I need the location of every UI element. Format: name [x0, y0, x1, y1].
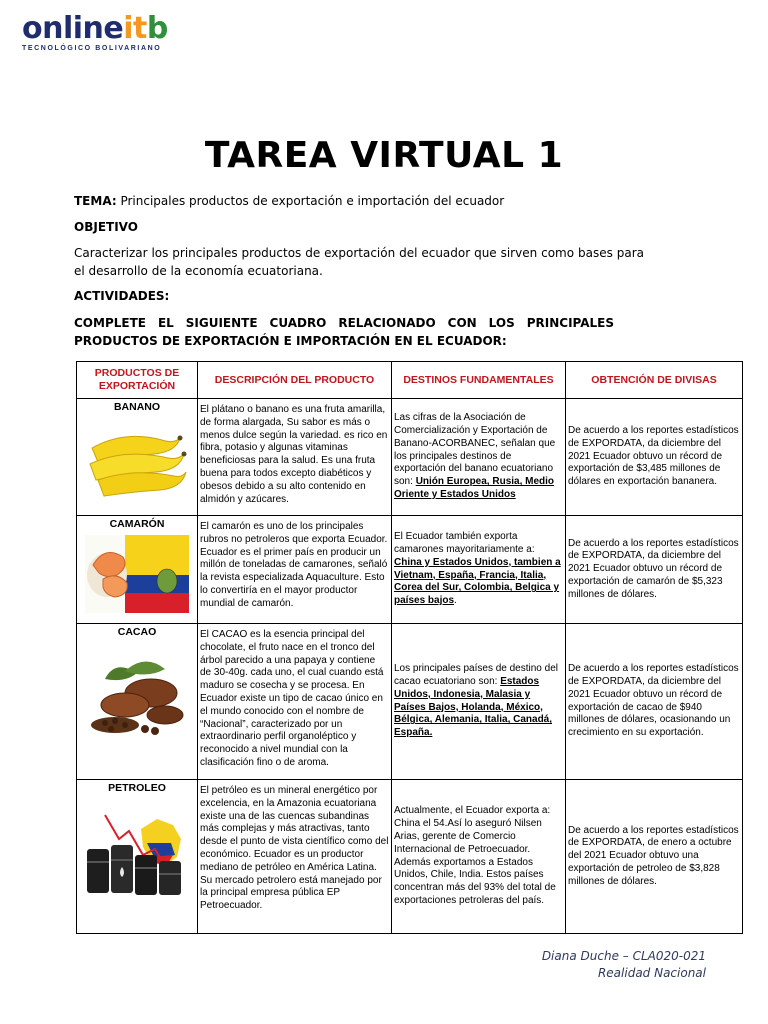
destinations-cell: El Ecuador también exporta camarones mayoritariamente a: China y Estados Unidos, tambien a Vietnam, España, Francia, Italia, Corea del Sur, Colombia, Belgica y países bajos. — [392, 516, 566, 624]
logo-tagline: TECNOLÓGICO BOLIVARIANO — [22, 45, 162, 52]
destinations-highlight: China y Estados Unidos, tambien a Vietnam, España, Francia, Italia, Corea del Sur, Colombia, Belgica y países bajos — [394, 556, 561, 607]
product-cell — [77, 399, 198, 516]
logo-wordmark: onlineitb — [22, 11, 168, 46]
tema-text: Principales productos de exportación e importación del ecuador — [120, 194, 505, 208]
cacao-icon — [85, 649, 189, 745]
actividades-heading: ACTIVIDADES: — [74, 289, 170, 303]
oil-barrels-icon — [85, 809, 189, 905]
destinations-cell: Los principales países de destino del cacao ecuatoriano son: Estados Unidos, Indonesia, Malasia y Países Bajos, Holanda, México, Bélgica, Alemania, Italia, Canadá, España. — [392, 624, 566, 780]
table-row — [77, 780, 743, 934]
table-row — [77, 624, 743, 780]
objetivo-text: Caracterizar los principales productos de exportación del ecuador que sirven como bases para el desarrollo de la economía ecuatoriana. — [74, 246, 644, 278]
table-row — [77, 516, 743, 624]
header-destinos: DESTINOS FUNDAMENTALES — [392, 362, 566, 399]
instruction-text: COMPLETE EL SIGUIENTE CUADRO RELACIONADO CON LOS PRINCIPALES PRODUCTOS DE EXPORTACIÓN E IMPORTACIÓN EN EL ECUADOR: — [74, 316, 614, 348]
divisas-cell: De acuerdo a los reportes estadísticos de EXPORDATA, da diciembre del 2021 Ecuador obtuvo un récord de exportación de camarón de $5,323 millones de dólares. — [566, 516, 743, 624]
header-divisas: OBTENCIÓN DE DIVISAS — [566, 362, 743, 399]
brand-logo — [22, 11, 168, 52]
description-cell: El petróleo es un mineral energético por excelencia, en la Amazonia ecuatoriana existe una de las cuencas subandinas más complejas y más atractivas, tanto desde el punto de vista científico como del económico. Ecuador es un productor mediano de petróleo en América Latina. Su mercado petrolero está manejado por la principal empresa pública EP Petroecuador. — [198, 780, 392, 934]
destinations-cell: Actualmente, el Ecuador exporta a: China el 54.Así lo aseguró Nilsen Arias, gerente de Comercio Internacional de Petroecuador. Además exportamos a Estados Unidos, Chile, India. Estos países concentran más del 93% del total de exportaciones petroleras del país. — [392, 780, 566, 934]
description-cell: El plátano o banano es una fruta amarilla, de forma alargada, Su sabor es más o menos dulce según la variedad. es rico en fibra, potasio y algunas vitaminas beneficiosas para la salud. Es una fruta buena para todos excepto diabéticos y obesos debido a su alto contenido en almidón y azúcares. — [198, 399, 392, 516]
product-name: PETROLEO — [108, 782, 166, 794]
shrimp-flag-icon — [85, 535, 189, 613]
product-cell — [77, 780, 198, 934]
destinations-cell: Las cifras de la Asociación de Comercialización y Exportación de Banano-ACORBANEC, señalan que los principales destinos de exportación del banano ecuatoriano son: Unión Europea, Rusia, Medio Oriente y Estados Unidos — [392, 399, 566, 516]
description-cell: El camarón es uno de los principales rubros no petroleros que exporta Ecuador. Ecuador es el primer país en producir un millón de toneladas de camarones, señaló la revista especializada Aquaculture. Esto lo convertiría en el mayor productor mundial de camarón. — [198, 516, 392, 624]
tema-label: TEMA: — [74, 194, 117, 208]
footer-author: Diana Duche – CLA020-021 — [541, 949, 706, 963]
table-header-row — [77, 362, 743, 399]
tema-line — [74, 192, 614, 210]
footer-signature — [542, 948, 706, 982]
description-cell: El CACAO es la esencia principal del chocolate, el fruto nace en el tronco del árbol parecido a una papaya y contiene de 30-40g. cada uno, el cual cuando está maduro se cosecha y se procesa. En Ecuador existe un tipo de cacao único en el mundo conocido con el nombre de “Nacional”, caracterizado por un extraordinario perfil organoléptico y reconocido a nivel mundial con la clasificación fino o de aroma. — [198, 624, 392, 780]
divisas-cell: De acuerdo a los reportes estadísticos de EXPORDATA, da diciembre del 2021 Ecuador obtuvo un récord de exportación de cacao de $940 millones de dólares, ocasionando un crecimiento en su exportación. — [566, 624, 743, 780]
page-title: TAREA VIRTUAL 1 — [204, 135, 564, 176]
product-name: CACAO — [117, 626, 157, 638]
product-cell — [77, 624, 198, 780]
header-productos: PRODUCTOS DE EXPORTACIÓN — [77, 362, 198, 399]
product-name: BANANO — [113, 401, 161, 413]
product-cell — [77, 516, 198, 624]
table-row — [77, 399, 743, 516]
product-name: CAMARÓN — [109, 518, 165, 530]
export-products-table — [76, 361, 743, 934]
header-descripcion: DESCRIPCIÓN DEL PRODUCTO — [198, 362, 392, 399]
destinations-highlight: Unión Europea, Rusia, Medio Oriente y Estados Unidos — [394, 476, 555, 500]
divisas-cell: De acuerdo a los reportes estadísticos de EXPORDATA, da diciembre del 2021 Ecuador obtuvo un récord de exportación de $3,485 millones de dólares en exportación bananera. — [566, 399, 743, 516]
objetivo-heading: OBJETIVO — [74, 220, 138, 234]
banana-icon — [84, 418, 190, 498]
destinations-highlight: Estados Unidos, Indonesia, Malasia y Países Bajos, Holanda, México, Bélgica, Alemania, Italia, Canadá, España. — [394, 675, 553, 739]
footer-subject: Realidad Nacional — [597, 966, 706, 980]
divisas-cell: De acuerdo a los reportes estadísticos de EXPORDATA, de enero a octubre del 2021 Ecuador obtuvo una exportación de petroleo de $3,828 millones de dólares. — [566, 780, 743, 934]
